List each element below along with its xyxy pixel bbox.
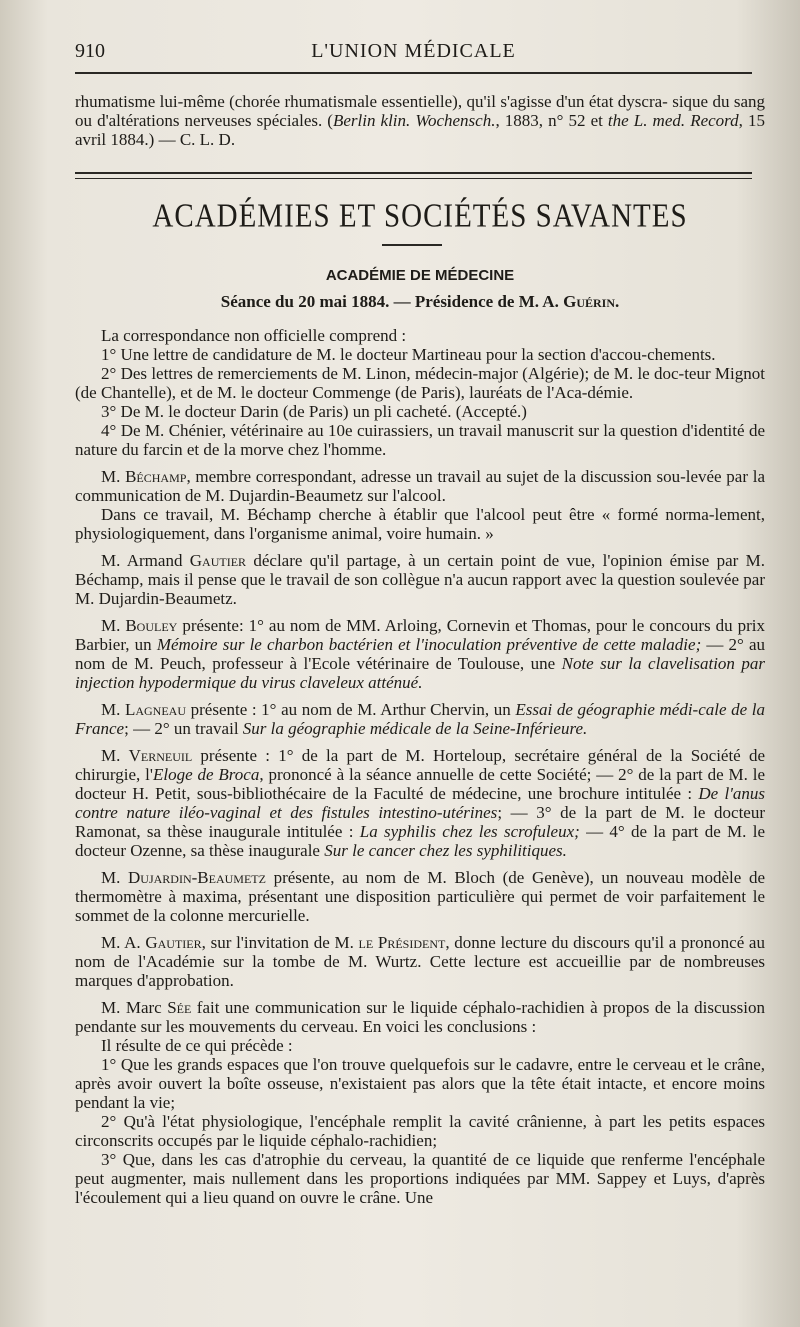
paragraph: Il résulte de ce qui précède : [101, 1036, 293, 1055]
section-rule-bottom [75, 178, 752, 179]
academy-title: ACADÉMIE DE MÉDECINE [325, 267, 515, 284]
body-text [75, 326, 765, 1207]
paragraph: M. Marc Sée fait une communication sur le liquide céphalo-rachidien à propos de la discussion pendante sur les mouvements du cerveau. En voici les conclusions : [75, 998, 766, 1036]
page-number: 910 [75, 40, 105, 62]
paragraph: M. Lagneau présente : 1° au nom de M. Arthur Chervin, un Essai de géographie médi-cale de la France; — 2° un travail Sur la géographie médicale de la Seine-Inférieure. [75, 700, 765, 738]
paragraph: M. Bouley présente: 1° au nom de MM. Arloing, Cornevin et Thomas, pour le concours du prix Barbier, un Mémoire sur le charbon bactérien et l'inoculation préventive de cette maladie; — 2° au nom de M. Peuch, professeur à l'Ecole vétérinaire de Toulouse, une Note sur la clavelisation par injection hypodermique du virus claveleux atténué. [75, 616, 765, 692]
paragraph: 4° De M. Chénier, vétérinaire au 10e cuirassiers, un travail manuscrit sur la question d'identité de nature du farcin et de la morve chez l'homme. [75, 421, 765, 459]
running-title: L'UNION MÉDICALE [311, 40, 516, 62]
paragraph: M. Armand Gautier déclare qu'il partage, à un certain point de vue, l'opinion émise par M. Béchamp, mais il pense que le travail de son collègue n'a aucun rapport avec la question soulevée par M. Dujardin-Beaumetz. [75, 551, 765, 608]
paragraph: 2° Des lettres de remerciements de M. Linon, médecin-major (Algérie); de M. le doc-teur Mignot (de Chantelle), et de M. le docteur Commenge (de Paris), lauréats de l'Aca-démie. [75, 364, 765, 402]
paragraph: M. Dujardin-Beaumetz présente, au nom de M. Bloch (de Genève), un nouveau modèle de thermomètre à maxima, présentant une disposition particulière qui permet de voir parfaitement le sommet de la colonne mercurielle. [75, 868, 765, 925]
paragraph: 1° Que les grands espaces que l'on trouve quelquefois sur le cadavre, entre le cerveau et le crâne, après avoir ouvert la boîte osseuse, n'existaient pas alors que la tête était intacte, et encore moins pendant la vie; [75, 1055, 765, 1112]
section-title: ACADÉMIES ET SOCIÉTÉS SAVANTES [152, 197, 688, 235]
title-underline [382, 244, 442, 246]
page-header [75, 40, 752, 70]
paragraph: 2° Qu'à l'état physiologique, l'encéphale remplit la cavité crânienne, à part les petits espaces circonscrits occupés par le liquide céphalo-rachidien; [75, 1112, 765, 1150]
intro-paragraph: rhumatisme lui-même (chorée rhumatismale essentielle), qu'il s'agisse d'un état dyscra- sique du sang ou d'altérations nerveuses spéciales. (Berlin klin. Wochensch., 1883, n° 52 et the L. med. Record, 15 avril 1884.) — C. L. D. [75, 92, 765, 149]
paragraph: M. Béchamp, membre correspondant, adresse un travail au sujet de la discussion sou-levée par la communication de M. Dujardin-Beaumetz sur l'alcool. [75, 467, 765, 505]
session-line: Séance du 20 mai 1884. — Présidence de M. A. Guérin. [220, 292, 620, 311]
president-name: Guérin [563, 292, 615, 311]
section-rule-top [75, 172, 752, 174]
paragraph: M. Verneuil présente : 1° de la part de M. Horteloup, secrétaire général de la Société de chirurgie, l'Eloge de Broca, prononcé à la séance annuelle de cette Société; — 2° de la part de M. le docteur H. Petit, sous-bibliothécaire de la Faculté de médecine, une brochure intitulée : De l'anus contre nature iléo-vaginal et des fistules intestino-utérines; — 3° de la part de M. le docteur Ramonat, sa thèse inaugurale intitulée : La syphilis chez les scrofuleux; — 4° de la part de M. le docteur Ozenne, sa thèse inaugurale Sur le cancer chez les syphilitiques. [75, 746, 766, 860]
header-rule [75, 72, 752, 74]
paragraph: 1° Une lettre de candidature de M. le docteur Martineau pour la section d'accou-chements. [101, 345, 716, 364]
paragraph: La correspondance non officielle comprend : [101, 326, 407, 345]
paragraph: 3° De M. le docteur Darin (de Paris) un pli cacheté. (Accepté.) [101, 402, 527, 421]
paragraph: 3° Que, dans les cas d'atrophie du cerveau, la quantité de ce liquide que renferme l'encéphale peut augmenter, mais nullement dans les proportions indiquées par MM. Sappey et Luys, d'après l'écoulement qui a lieu quand on ouvre le crâne. Une [75, 1150, 765, 1207]
paragraph: M. A. Gautier, sur l'invitation de M. le Président, donne lecture du discours qu'il a prononcé au nom de l'Académie sur la tombe de M. Wurtz. Cette lecture est accueillie par de nombreuses marques d'approbation. [75, 933, 765, 990]
paragraph: Dans ce travail, M. Béchamp cherche à établir que l'alcool peut être « formé norma-lement, physiologiquement, dans l'organisme animal, voire humain. » [75, 505, 765, 543]
